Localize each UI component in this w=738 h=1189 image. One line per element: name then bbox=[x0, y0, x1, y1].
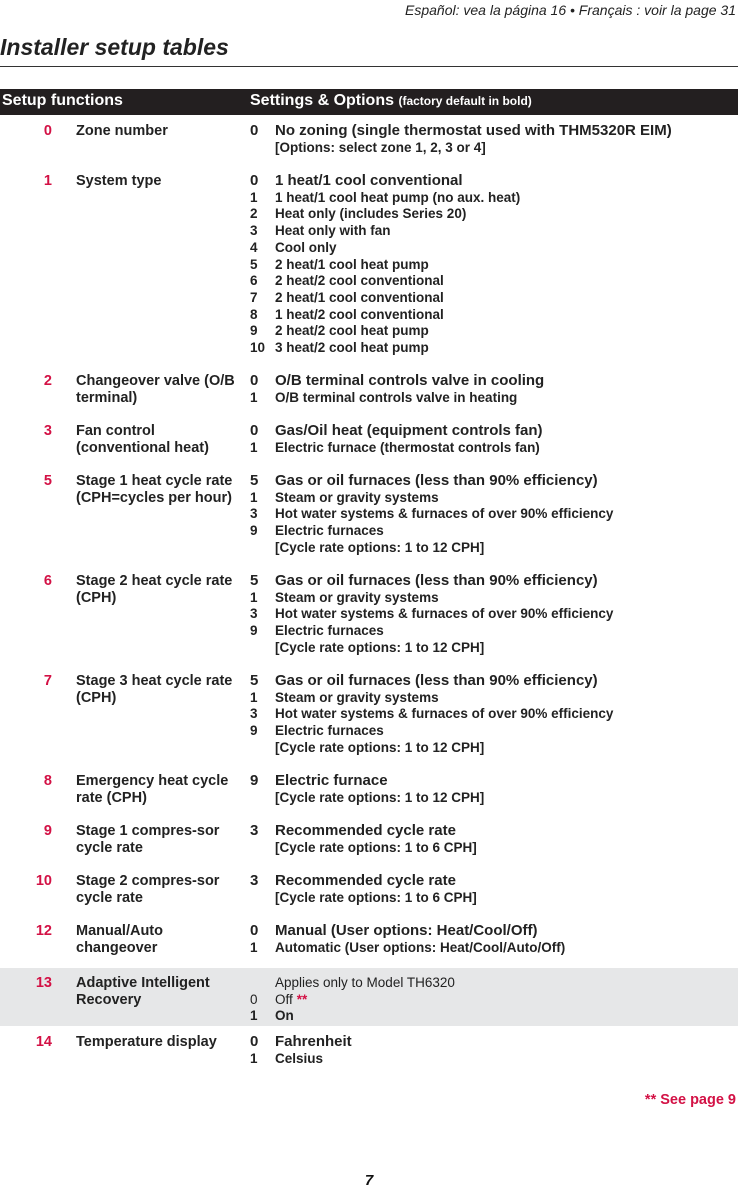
function-name: Stage 2 compres-sor cycle rate bbox=[76, 873, 220, 906]
option-item bbox=[250, 173, 738, 190]
option-text: [Cycle rate options: 1 to 12 CPH] bbox=[275, 639, 485, 655]
option-item bbox=[250, 140, 738, 157]
option-text: O/B terminal controls valve in cooling bbox=[275, 372, 545, 389]
function-number: 1 bbox=[43, 173, 52, 189]
options-list bbox=[250, 968, 738, 1025]
option-code: 3 bbox=[250, 822, 259, 839]
option-text: Cool only bbox=[275, 239, 337, 255]
setup-row-0 bbox=[0, 115, 738, 165]
option-item bbox=[250, 540, 738, 557]
option-code: 9 bbox=[250, 623, 258, 639]
option-text: Electric furnaces bbox=[275, 623, 384, 639]
function-name: Temperature display bbox=[76, 1034, 217, 1050]
option-code: 1 bbox=[250, 1050, 258, 1066]
function-name: Stage 3 heat cycle rate (CPH) bbox=[76, 673, 233, 706]
options-list bbox=[250, 465, 738, 557]
option-item bbox=[250, 873, 738, 890]
setup-row-12 bbox=[0, 915, 738, 965]
option-code: 10 bbox=[250, 340, 266, 356]
option-text: Automatic (User options: Heat/Cool/Auto/Off) bbox=[275, 939, 566, 955]
language-line: Español: vea la página 16 • Français : voir la page 31 bbox=[405, 2, 736, 18]
option-text: Steam or gravity systems bbox=[275, 689, 439, 705]
option-code: 1 bbox=[250, 189, 258, 205]
setup-row-8 bbox=[0, 765, 738, 815]
setup-row-6 bbox=[0, 565, 738, 665]
option-item bbox=[250, 640, 738, 657]
option-item bbox=[250, 992, 738, 1009]
option-text: Electric furnaces bbox=[275, 723, 384, 739]
option-item bbox=[250, 623, 738, 640]
option-text: Recommended cycle rate bbox=[275, 872, 456, 889]
options-list bbox=[250, 865, 738, 906]
col-settings-options bbox=[250, 92, 532, 110]
option-text: 1 heat/1 cool conventional bbox=[275, 172, 463, 189]
option-code: 9 bbox=[250, 772, 259, 789]
setup-row-2 bbox=[0, 365, 738, 415]
option-code: 3 bbox=[250, 872, 259, 889]
option-item bbox=[250, 390, 738, 407]
option-text: Electric furnace bbox=[275, 772, 388, 789]
option-code: 1 bbox=[250, 389, 258, 405]
option-code: 1 bbox=[250, 689, 258, 705]
option-item bbox=[250, 240, 738, 257]
options-list bbox=[250, 665, 738, 757]
function-name: System type bbox=[76, 173, 162, 189]
option-item bbox=[250, 706, 738, 723]
function-number: 2 bbox=[43, 373, 52, 389]
function-name: Stage 2 heat cycle rate (CPH) bbox=[76, 573, 233, 606]
option-item bbox=[250, 840, 738, 857]
setup-row-13 bbox=[0, 968, 738, 1026]
option-text: [Cycle rate options: 1 to 6 CPH] bbox=[275, 889, 477, 905]
footnote-marker: ** bbox=[296, 991, 308, 1007]
option-item bbox=[250, 123, 738, 140]
option-text: No zoning (single thermostat used with THM5320R EIM) bbox=[275, 122, 672, 139]
option-text: 2 heat/1 cool conventional bbox=[275, 289, 444, 305]
see-page-note: ** See page 9 bbox=[644, 1092, 736, 1108]
option-item bbox=[250, 1008, 738, 1025]
option-code: 4 bbox=[250, 239, 258, 255]
option-text: Steam or gravity systems bbox=[275, 589, 439, 605]
option-code: 0 bbox=[250, 372, 259, 389]
option-item bbox=[250, 923, 738, 940]
option-text: Hot water systems & furnaces of over 90% efficiency bbox=[275, 606, 614, 622]
options-list bbox=[250, 165, 738, 357]
option-item bbox=[250, 206, 738, 223]
option-code: 9 bbox=[250, 323, 258, 339]
function-name: Changeover valve (O/B terminal) bbox=[76, 373, 235, 406]
option-text: Celsius bbox=[275, 1050, 324, 1066]
option-text: Steam or gravity systems bbox=[275, 489, 439, 505]
col-settings-note: (factory default in bold) bbox=[398, 94, 532, 108]
setup-row-14 bbox=[0, 1026, 738, 1076]
option-code: 0 bbox=[250, 172, 259, 189]
function-number: 3 bbox=[43, 423, 52, 439]
function-number: 5 bbox=[43, 473, 52, 489]
option-item bbox=[250, 440, 738, 457]
function-number: 8 bbox=[43, 773, 52, 789]
option-item bbox=[250, 523, 738, 540]
option-code: 0 bbox=[250, 422, 259, 439]
option-item bbox=[250, 690, 738, 707]
page-title: Installer setup tables bbox=[0, 34, 229, 60]
option-text: 2 heat/1 cool heat pump bbox=[275, 256, 429, 272]
option-code: 1 bbox=[250, 489, 258, 505]
option-text: Gas or oil furnaces (less than 90% efficiency) bbox=[275, 472, 598, 489]
option-item bbox=[250, 723, 738, 740]
col-settings-label: Settings & Options bbox=[250, 92, 394, 109]
option-item bbox=[250, 473, 738, 490]
option-item bbox=[250, 307, 738, 324]
option-item bbox=[250, 323, 738, 340]
option-code: 3 bbox=[250, 506, 258, 522]
option-text: Manual (User options: Heat/Cool/Off) bbox=[275, 922, 538, 939]
options-list bbox=[250, 765, 738, 806]
option-text: 2 heat/2 cool conventional bbox=[275, 273, 444, 289]
option-item bbox=[250, 890, 738, 907]
function-name: Adaptive Intelligent Recovery bbox=[76, 975, 210, 1008]
option-item bbox=[250, 673, 738, 690]
option-code: 0 bbox=[250, 1033, 259, 1050]
col-setup-functions: Setup functions bbox=[2, 92, 123, 109]
option-code bbox=[250, 890, 275, 907]
function-number: 13 bbox=[35, 975, 52, 991]
option-text: Recommended cycle rate bbox=[275, 822, 456, 839]
option-code bbox=[250, 140, 275, 157]
option-item bbox=[250, 740, 738, 757]
option-item bbox=[250, 257, 738, 274]
option-text: Hot water systems & furnaces of over 90% efficiency bbox=[275, 706, 614, 722]
function-number: 10 bbox=[35, 873, 52, 889]
option-text: [Cycle rate options: 1 to 6 CPH] bbox=[275, 839, 477, 855]
options-list bbox=[250, 815, 738, 856]
option-text: Gas/Oil heat (equipment controls fan) bbox=[275, 422, 543, 439]
option-item bbox=[250, 423, 738, 440]
options-list bbox=[250, 365, 738, 406]
setup-row-7 bbox=[0, 665, 738, 765]
option-code: 0 bbox=[250, 991, 258, 1007]
option-code: 3 bbox=[250, 606, 258, 622]
option-code: 8 bbox=[250, 306, 258, 322]
setup-row-10 bbox=[0, 865, 738, 915]
option-item bbox=[250, 573, 738, 590]
option-item bbox=[250, 790, 738, 807]
function-number: 6 bbox=[43, 573, 52, 589]
table-header bbox=[0, 89, 738, 115]
option-text: [Cycle rate options: 1 to 12 CPH] bbox=[275, 539, 485, 555]
option-text: Electric furnaces bbox=[275, 523, 384, 539]
option-item bbox=[250, 223, 738, 240]
option-text: 1 heat/1 cool heat pump (no aux. heat) bbox=[275, 189, 521, 205]
option-code: 5 bbox=[250, 572, 259, 589]
option-code: 0 bbox=[250, 922, 259, 939]
options-list bbox=[250, 565, 738, 657]
function-name: Manual/Auto changeover bbox=[76, 923, 163, 956]
option-text: Off bbox=[275, 991, 293, 1007]
option-item bbox=[250, 940, 738, 957]
option-text: On bbox=[275, 1008, 294, 1024]
option-text: Applies only to Model TH6320 bbox=[275, 975, 455, 990]
option-code: 3 bbox=[250, 223, 258, 239]
title-rule bbox=[0, 66, 738, 67]
option-code: 7 bbox=[250, 289, 258, 305]
option-code bbox=[250, 975, 275, 992]
options-list bbox=[250, 115, 738, 156]
option-text: 2 heat/2 cool heat pump bbox=[275, 323, 429, 339]
option-code: 5 bbox=[250, 672, 259, 689]
option-code: 9 bbox=[250, 723, 258, 739]
option-text: Gas or oil furnaces (less than 90% efficiency) bbox=[275, 572, 598, 589]
option-item bbox=[250, 490, 738, 507]
option-code bbox=[250, 640, 275, 657]
setup-row-3 bbox=[0, 415, 738, 465]
option-text: Electric furnace (thermostat controls fan) bbox=[275, 439, 540, 455]
option-code: 5 bbox=[250, 472, 259, 489]
option-item bbox=[250, 590, 738, 607]
option-item bbox=[250, 373, 738, 390]
function-number: 9 bbox=[43, 823, 52, 839]
option-text: Heat only with fan bbox=[275, 223, 391, 239]
option-item bbox=[250, 975, 738, 992]
option-text: [Options: select zone 1, 2, 3 or 4] bbox=[275, 139, 486, 155]
option-code: 1 bbox=[250, 1008, 258, 1024]
option-text: Gas or oil furnaces (less than 90% efficiency) bbox=[275, 672, 598, 689]
option-code bbox=[250, 840, 275, 857]
option-code: 0 bbox=[250, 122, 259, 139]
option-text: Heat only (includes Series 20) bbox=[275, 206, 467, 222]
option-code: 1 bbox=[250, 939, 258, 955]
option-text: Hot water systems & furnaces of over 90% efficiency bbox=[275, 506, 614, 522]
option-item bbox=[250, 290, 738, 307]
option-item bbox=[250, 823, 738, 840]
option-item bbox=[250, 1034, 738, 1051]
function-name: Stage 1 compres-sor cycle rate bbox=[76, 823, 220, 856]
option-item bbox=[250, 1051, 738, 1068]
option-code: 2 bbox=[250, 206, 258, 222]
function-name: Stage 1 heat cycle rate (CPH=cycles per hour) bbox=[76, 473, 233, 506]
options-list bbox=[250, 915, 738, 956]
option-code: 1 bbox=[250, 439, 258, 455]
page-number: 7 bbox=[364, 1172, 374, 1189]
option-item bbox=[250, 606, 738, 623]
option-code bbox=[250, 790, 275, 807]
function-name: Emergency heat cycle rate (CPH) bbox=[76, 773, 229, 806]
option-code: 1 bbox=[250, 589, 258, 605]
option-text: O/B terminal controls valve in heating bbox=[275, 389, 518, 405]
function-name: Zone number bbox=[76, 123, 168, 139]
option-item bbox=[250, 190, 738, 207]
options-list bbox=[250, 415, 738, 456]
options-list bbox=[250, 1026, 738, 1067]
function-number: 0 bbox=[43, 123, 52, 139]
option-text: [Cycle rate options: 1 to 12 CPH] bbox=[275, 789, 485, 805]
function-number: 7 bbox=[43, 673, 52, 689]
setup-row-9 bbox=[0, 815, 738, 865]
option-item bbox=[250, 506, 738, 523]
option-code bbox=[250, 540, 275, 557]
option-item bbox=[250, 273, 738, 290]
option-code: 9 bbox=[250, 523, 258, 539]
function-number: 12 bbox=[35, 923, 52, 939]
option-code bbox=[250, 740, 275, 757]
option-text: 3 heat/2 cool heat pump bbox=[275, 340, 429, 356]
option-text: Fahrenheit bbox=[275, 1033, 352, 1050]
option-code: 6 bbox=[250, 273, 258, 289]
option-code: 5 bbox=[250, 256, 258, 272]
setup-row-1 bbox=[0, 165, 738, 365]
option-text: [Cycle rate options: 1 to 12 CPH] bbox=[275, 739, 485, 755]
option-item bbox=[250, 773, 738, 790]
function-number: 14 bbox=[35, 1034, 52, 1050]
function-name: Fan control (conventional heat) bbox=[76, 423, 209, 456]
option-item bbox=[250, 340, 738, 357]
setup-row-5 bbox=[0, 465, 738, 565]
option-text: 1 heat/2 cool conventional bbox=[275, 306, 444, 322]
option-code: 3 bbox=[250, 706, 258, 722]
